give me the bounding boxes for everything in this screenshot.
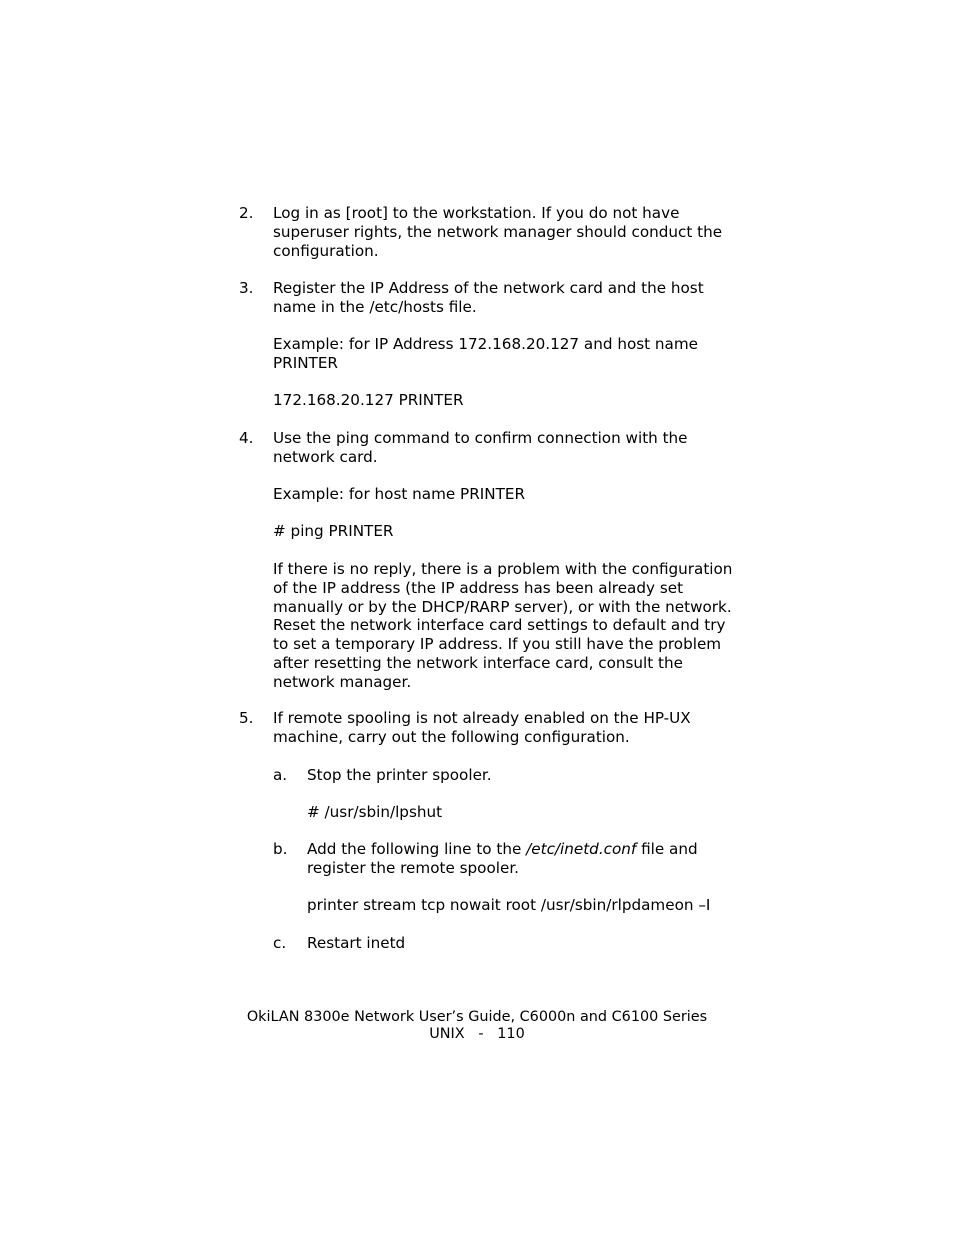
substep-text-post: file and register the remote spooler. [307,840,698,877]
file-path: /etc/inetd.conf [526,840,637,858]
step-text: Log in as [root] to the workstation. If you do not have superuser rights, the network manager should conduct the configuration. [273,204,723,260]
substep-text-pre: Add the following line to the [307,840,527,858]
substep-text [307,840,747,878]
step-number: 2. [239,204,254,222]
footer-title: OkiLAN 8300e Network User’s Guide, C6000n and C6100 Series [246,1009,708,1025]
code-line: # /usr/sbin/lpshut [307,803,443,821]
substep-label: c. [273,934,287,952]
step-text: Use the ping command to confirm connection with the network card. [273,429,688,466]
substep-label: b. [273,840,288,858]
footer-page-number: UNIX - 110 [429,1026,525,1042]
code-line: 172.168.20.127 PRINTER [273,391,464,409]
step-text: Register the IP Address of the network card and the host name in the /etc/hosts file. [273,279,704,316]
step-number: 5. [239,709,254,727]
step-number: 4. [239,429,254,447]
example-text: Example: for IP Address 172.168.20.127 and host name PRINTER [273,335,699,372]
example-text: Example: for host name PRINTER [273,485,526,503]
note-paragraph: If there is no reply, there is a problem with the configuration of the IP address (the IP address has been already set manually or by the DHCP/RARP server), or with the network. Reset the network interface card settings to default and try to set a temporary IP address. If you still have the problem after resetting the network interface card, consult the network manager. [273,560,733,691]
code-line: printer stream tcp nowait root /usr/sbin/rlpdameon –I [307,896,711,914]
code-line: # ping PRINTER [273,522,394,540]
substep-text: Stop the printer spooler. [307,766,492,784]
substep-label: a. [273,766,288,784]
substep-text: Restart inetd [307,934,406,952]
step-number: 3. [239,279,254,297]
step-text: If remote spooling is not already enabled on the HP-UX machine, carry out the following configuration. [273,709,691,746]
